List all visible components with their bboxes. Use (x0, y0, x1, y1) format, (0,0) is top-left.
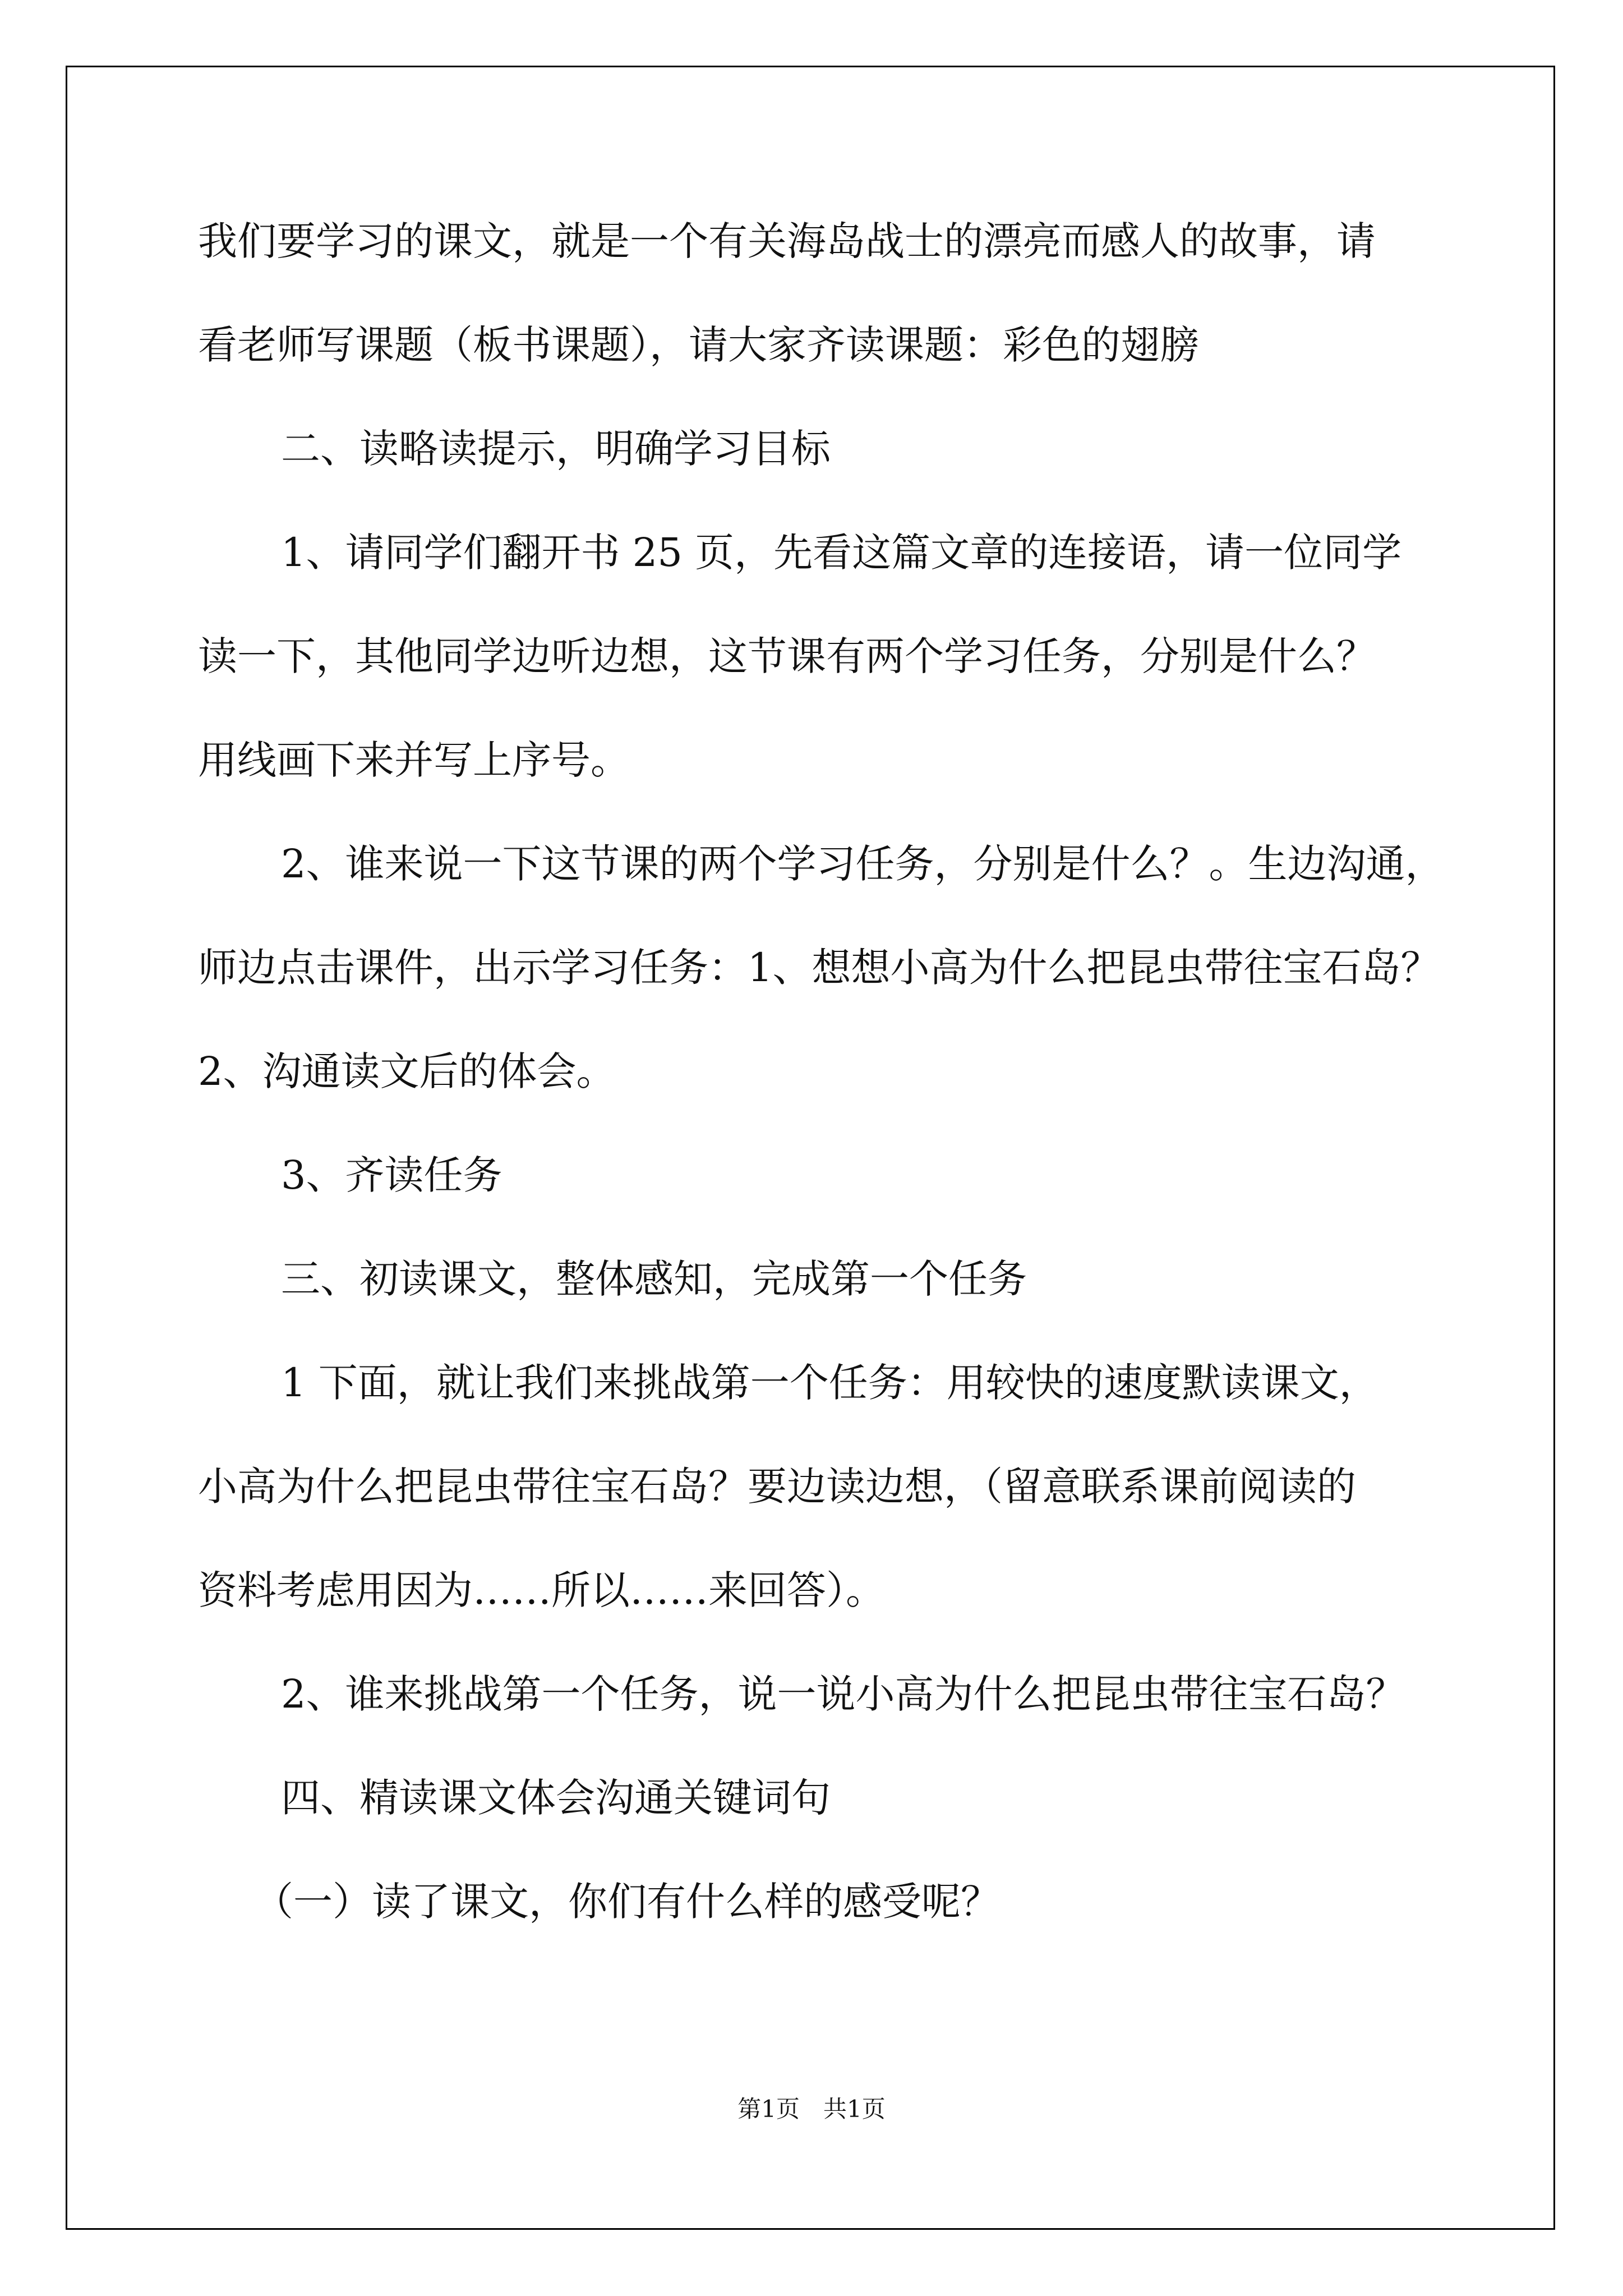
text-line: 资料考虑用因为……所以……来回答）。 (198, 1567, 885, 1613)
text-line: 用线画下来并写上序号。 (198, 737, 630, 783)
text-line: 小高为什么把昆虫带往宝石岛？要边读边想，（留意联系课前阅读的 (198, 1464, 1356, 1510)
text-line: 3、齐读任务 (281, 1152, 502, 1198)
text-line: 1、请同学们翻开书 25 页，先看这篇文章的连接语，请一位同学 (281, 530, 1402, 576)
text-line: 1 下面，就让我们来挑战第一个任务：用较快的速度默读课文， (281, 1360, 1378, 1406)
text-line: 2、谁来挑战第一个任务，说一说小高为什么把昆虫带往宝石岛？ (281, 1671, 1405, 1717)
text-line: （一）读了课文，你们有什么样的感受呢？ (254, 1879, 1000, 1925)
text-line: 2、谁来说一下这节课的两个学习任务，分别是什么？。生边沟通， (281, 841, 1445, 887)
page-footer: 第1页 共1页 (737, 2095, 886, 2123)
section-heading: 三、初读课文，整体感知，完成第一个任务 (281, 1256, 1027, 1302)
text-line: 我们要学习的课文，就是一个有关海岛战士的漂亮而感人的故事，请 (198, 218, 1376, 264)
section-heading: 四、精读课文体会沟通关键词句 (281, 1775, 831, 1821)
text-line: 读一下，其他同学边听边想，这节课有两个学习任务，分别是什么？ (198, 633, 1376, 679)
text-line: 师边点击课件，出示学习任务：1、想想小高为什么把昆虫带往宝石岛？ (198, 945, 1440, 991)
text-line: 2、沟通读文后的体会。 (198, 1048, 616, 1094)
section-heading: 二、读略读提示，明确学习目标 (281, 426, 831, 472)
text-line: 看老师写课题（板书课题），请大家齐读课题：彩色的翅膀 (198, 322, 1199, 368)
